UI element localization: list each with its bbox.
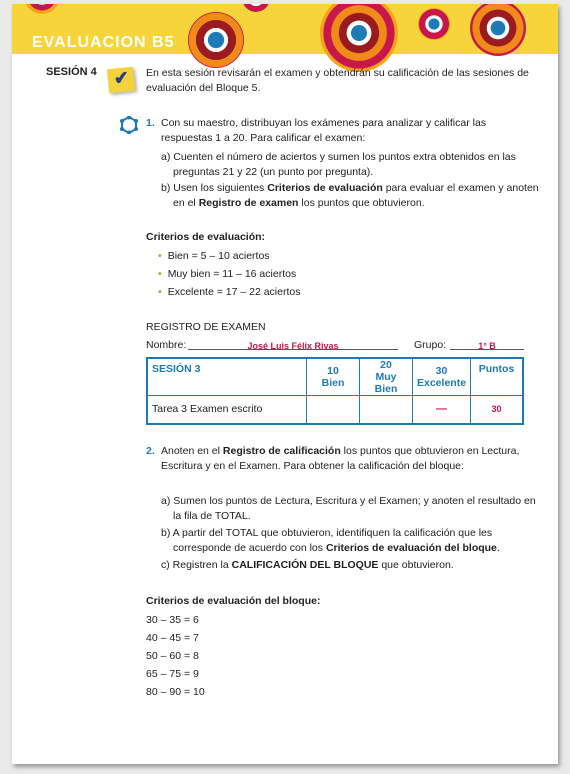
group-label: Grupo:	[414, 339, 447, 351]
decorative-ring-icon	[242, 4, 270, 12]
block-criteria-item: 80 – 90 = 10	[146, 686, 205, 698]
item-1-text: Con su maestro, distribuyan los exámenes para analizar y calificar las respuestas 1 a 20. Para calificar el examen:	[161, 117, 487, 144]
decorative-ring-icon	[24, 4, 60, 14]
item-2b-text: b) A partir del TOTAL que obtuvieron, identifiquen la calificación que les corresponde de acuerdo con los Criterios de evaluación del bloque.	[161, 527, 500, 554]
block-criteria-item: 30 – 35 = 6	[146, 614, 199, 626]
team-hexagon-icon	[120, 116, 138, 134]
register-title: REGISTRO DE EXAMEN	[146, 321, 266, 333]
table-cell-puntos[interactable]: 30	[471, 396, 523, 424]
block-criteria-item: 40 – 45 = 7	[146, 632, 199, 644]
decorative-ring-icon	[418, 8, 450, 40]
criteria-item: • Muy bien = 11 – 16 aciertos	[158, 268, 297, 280]
table-header-excelente: 30 Excelente	[413, 358, 471, 396]
page	[12, 4, 558, 764]
item-2-text: Anoten en el Registro de calificación los puntos que obtuvieron en Lectura, Escritura y en el Examen. Para obtener la calificación del bloque:	[161, 445, 520, 472]
item-1-number: 1.	[146, 117, 155, 129]
table-header-muy-bien: 20 Muy Bien	[360, 358, 413, 396]
table-header-puntos: Puntos	[471, 358, 523, 396]
criteria-title: Criterios de evaluación:	[146, 231, 266, 243]
criteria-item: • Excelente = 17 – 22 aciertos	[158, 286, 301, 298]
header-banner	[12, 4, 558, 54]
item-2c-text: c) Registren la CALIFICACIÓN DEL BLOQUE que obtuvieron.	[161, 559, 454, 571]
block-criteria-item: 65 – 75 = 9	[146, 668, 199, 680]
item-1a-text: a) Cuenten el número de aciertos y sumen los puntos extra obtenidos en las preguntas 21 y 22 (un punto por pregunta).	[161, 151, 516, 178]
block-criteria-title: Criterios de evaluación del bloque:	[146, 595, 321, 607]
name-field[interactable]: José Luis Félix Rivas	[188, 336, 398, 350]
decorative-ring-icon	[188, 12, 244, 68]
table-cell-mark[interactable]: —	[413, 396, 471, 424]
item-2a-text: a) Sumen los puntos de Lectura, Escritura y el Examen; y anoten el resultado en la fila de TOTAL.	[161, 495, 536, 522]
table-cell[interactable]	[307, 396, 360, 424]
checkmark-icon: ✔	[107, 67, 135, 94]
session-intro: En esta sesión revisarán el examen y obtendrán su calificación de las sesiones de evaluación del Bloque 5.	[146, 67, 529, 94]
block-criteria-item: 50 – 60 = 8	[146, 650, 199, 662]
item-2-number: 2.	[146, 445, 155, 457]
group-field[interactable]: 1° B	[450, 336, 524, 350]
item-1b-text: b) Usen los siguientes Criterios de evaluación para evaluar el examen y anoten en el Registro de examen los puntos que obtuvieron.	[161, 182, 539, 209]
decorative-ring-icon	[320, 4, 398, 72]
decorative-ring-icon	[470, 4, 526, 56]
table-header-bien: 10 Bien	[307, 358, 360, 396]
page-title: EVALUACION B5	[32, 34, 175, 51]
session-label: SESIÓN 4	[46, 66, 97, 78]
name-label: Nombre:	[146, 339, 187, 351]
table-row-label: Tarea 3 Examen escrito	[147, 396, 307, 424]
exam-register-table	[146, 357, 524, 425]
table-header-session: SESIÓN 3	[147, 358, 307, 396]
criteria-item: • Bien = 5 – 10 aciertos	[158, 250, 270, 262]
table-cell[interactable]	[360, 396, 413, 424]
table-row	[147, 396, 523, 424]
